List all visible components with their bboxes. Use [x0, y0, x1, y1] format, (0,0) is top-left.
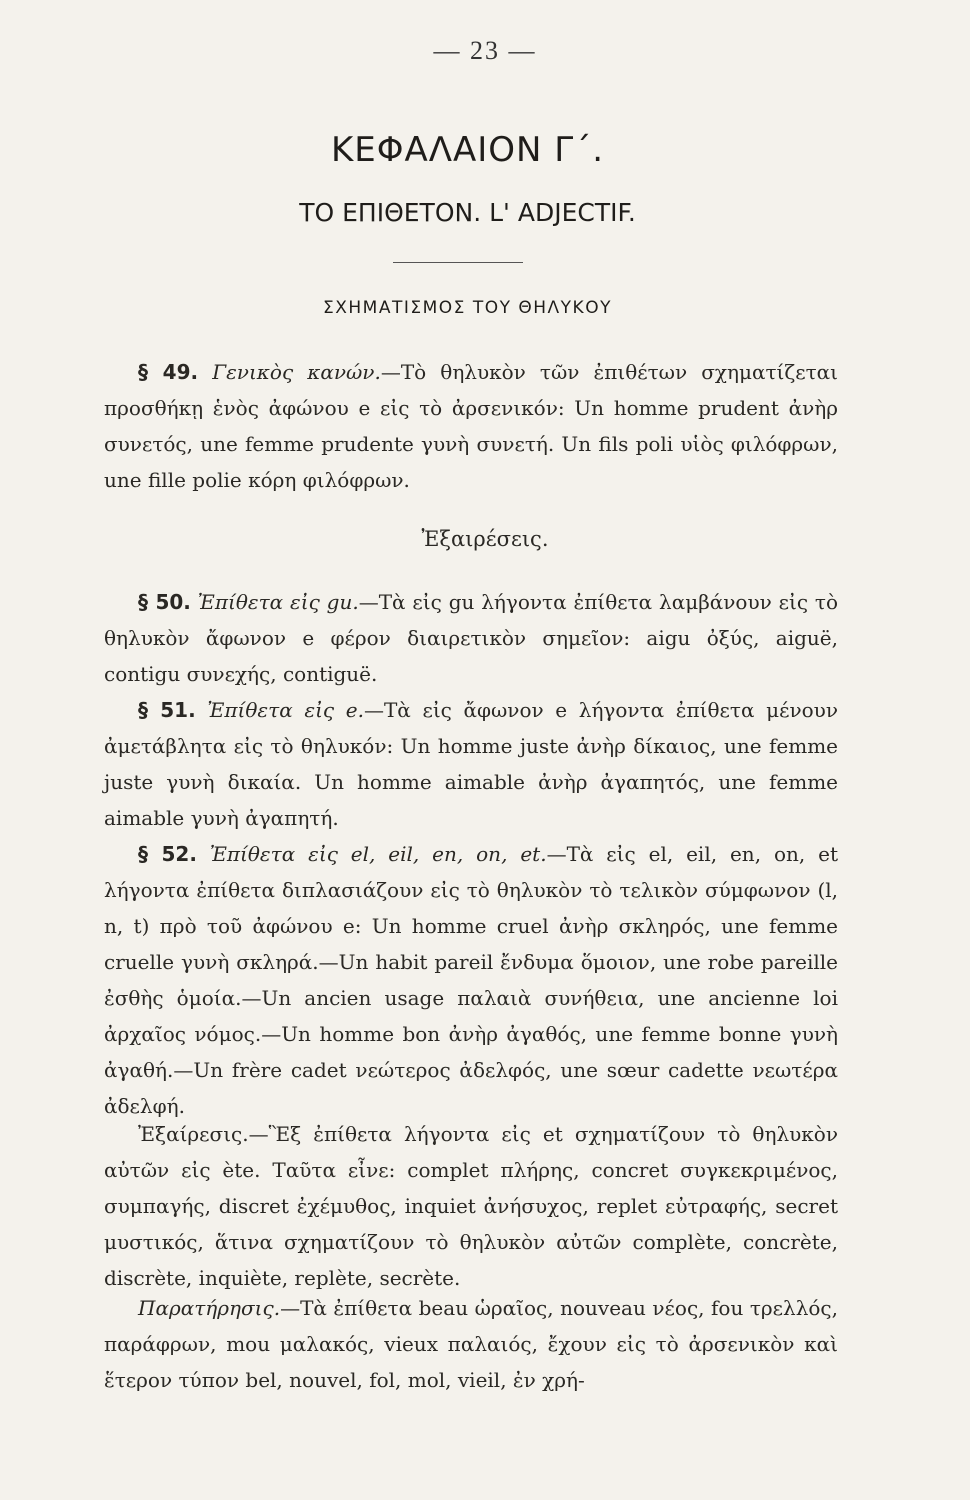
section-title: Ἐπίθετα εἰς gu. [197, 590, 359, 614]
section-title: Ἐπίθετα εἰς e. [207, 698, 364, 722]
paragraph-51 [104, 692, 838, 836]
chapter-title: ΚΕΦΑΛΑΙΟΝ Γ΄. [330, 130, 605, 170]
observation-paragraph [104, 1290, 838, 1398]
divider-rule [393, 262, 523, 263]
section-title: Γενικὸς κανών. [212, 360, 381, 384]
section-number: § 51. [138, 698, 196, 722]
section-number: § 52. [138, 842, 197, 866]
section-text: —Τὰ εἰς el, eil, en, on, et λήγοντα ἐπίθετα διπλασιάζουν εἰς τὸ θηλυκὸν τὸ τελικὸν σύμφωνον (l, n, t) πρὸ τοῦ ἀφώνου e: Un homme cruel ἀνὴρ σκληρός, une femme cruelle γυνὴ σκληρά.—Un habit pareil ἔνδυμα ὅμοιον, une robe pareille ἐσθὴς ὁμοία.—Un ancien usage παλαιὰ συνήθεια, une ancienne loi ἀρχαῖος νόμος.—Un homme bon ἀνὴρ ἀγαθός, une femme bonne γυνὴ ἀγαθή.—Un frère cadet νεώτερος ἀδελφός, une sœur cadette νεωτέρα ἀδελφή. [104, 842, 838, 1118]
section-number: § 49. [138, 360, 199, 384]
exception-text: —Ἓξ ἐπίθετα λήγοντα εἰς et σχηματίζουν τὸ θηλυκὸν αὐτῶν εἰς ète. Ταῦτα εἶνε: complet πλήρης, concret συγκεκριμένος, συμπαγής, discret ἐχέμυθος, inquiet ἀνήσυχος, replet εὐτραφής, secret μυστικός, ἅτινα σχηματίζουν τὸ θηλυκὸν αὐτῶν complète, concrète, discrète, inquiète, replète, secrète. [104, 1122, 838, 1290]
chapter-subtitle: ΤΟ ΕΠΙΘΕΤΟΝ. L' ADJECTIF. [299, 198, 636, 227]
section-number: § 50. [138, 590, 191, 614]
section-title: Ἐπίθετα εἰς el, eil, en, on, et. [209, 842, 547, 866]
section-text: —Τὸ θηλυκὸν τῶν ἐπιθέτων σχηματίζεται προσθήκῃ ἑνὸς ἀφώνου e εἰς τὸ ἀρσενικόν: Un homme prudent ἀνὴρ συνετός, une femme prudente γυνὴ συνετή. Un fils poli υἱὸς φιλόφρων, une fille polie κόρη φιλόφρων. [104, 360, 838, 492]
paragraph-50 [104, 584, 838, 692]
exceptions-heading: Ἐξαιρέσεις. [421, 527, 549, 551]
paragraph-52 [104, 836, 838, 1124]
exception-paragraph [104, 1116, 838, 1296]
exception-title: Ἐξαίρεσις. [138, 1122, 249, 1146]
observation-title: Παρατήρησις. [138, 1296, 281, 1320]
section-text: —Τὰ εἰς gu λήγοντα ἐπίθετα λαμβάνουν εἰς τὸ θηλυκὸν ἄφωνον e φέρον διαιρετικὸν σημεῖον: aigu ὀξύς, aiguë, contigu συνεχής, contiguë. [104, 590, 839, 686]
section-heading: ΣΧΗΜΑΤΙΣΜΟΣ ΤΟΥ ΘΗΛΥΚΟΥ [323, 298, 612, 318]
page-number: — 23 — [433, 36, 537, 65]
section-text: —Τὰ εἰς ἄφωνον e λήγοντα ἐπίθετα μένουν ἀμετάβλητα εἰς τὸ θηλυκόν: Un homme juste ἀνὴρ δίκαιος, une femme juste γυνὴ δικαία. Un homme aimable ἀνὴρ ἀγαπητός, une femme aimable γυνὴ ἀγαπητή. [104, 698, 839, 830]
observation-text: —Τὰ ἐπίθετα beau ὡραῖος, nouveau νέος, fou τρελλός, παράφρων, mou μαλακός, vieux παλαιός, ἔχουν εἰς τὸ ἀρσενικὸν καὶ ἕτερον τύπον bel, nouvel, fol, mol, vieil, ἐν χρή- [104, 1296, 838, 1392]
paragraph-49 [104, 354, 838, 498]
